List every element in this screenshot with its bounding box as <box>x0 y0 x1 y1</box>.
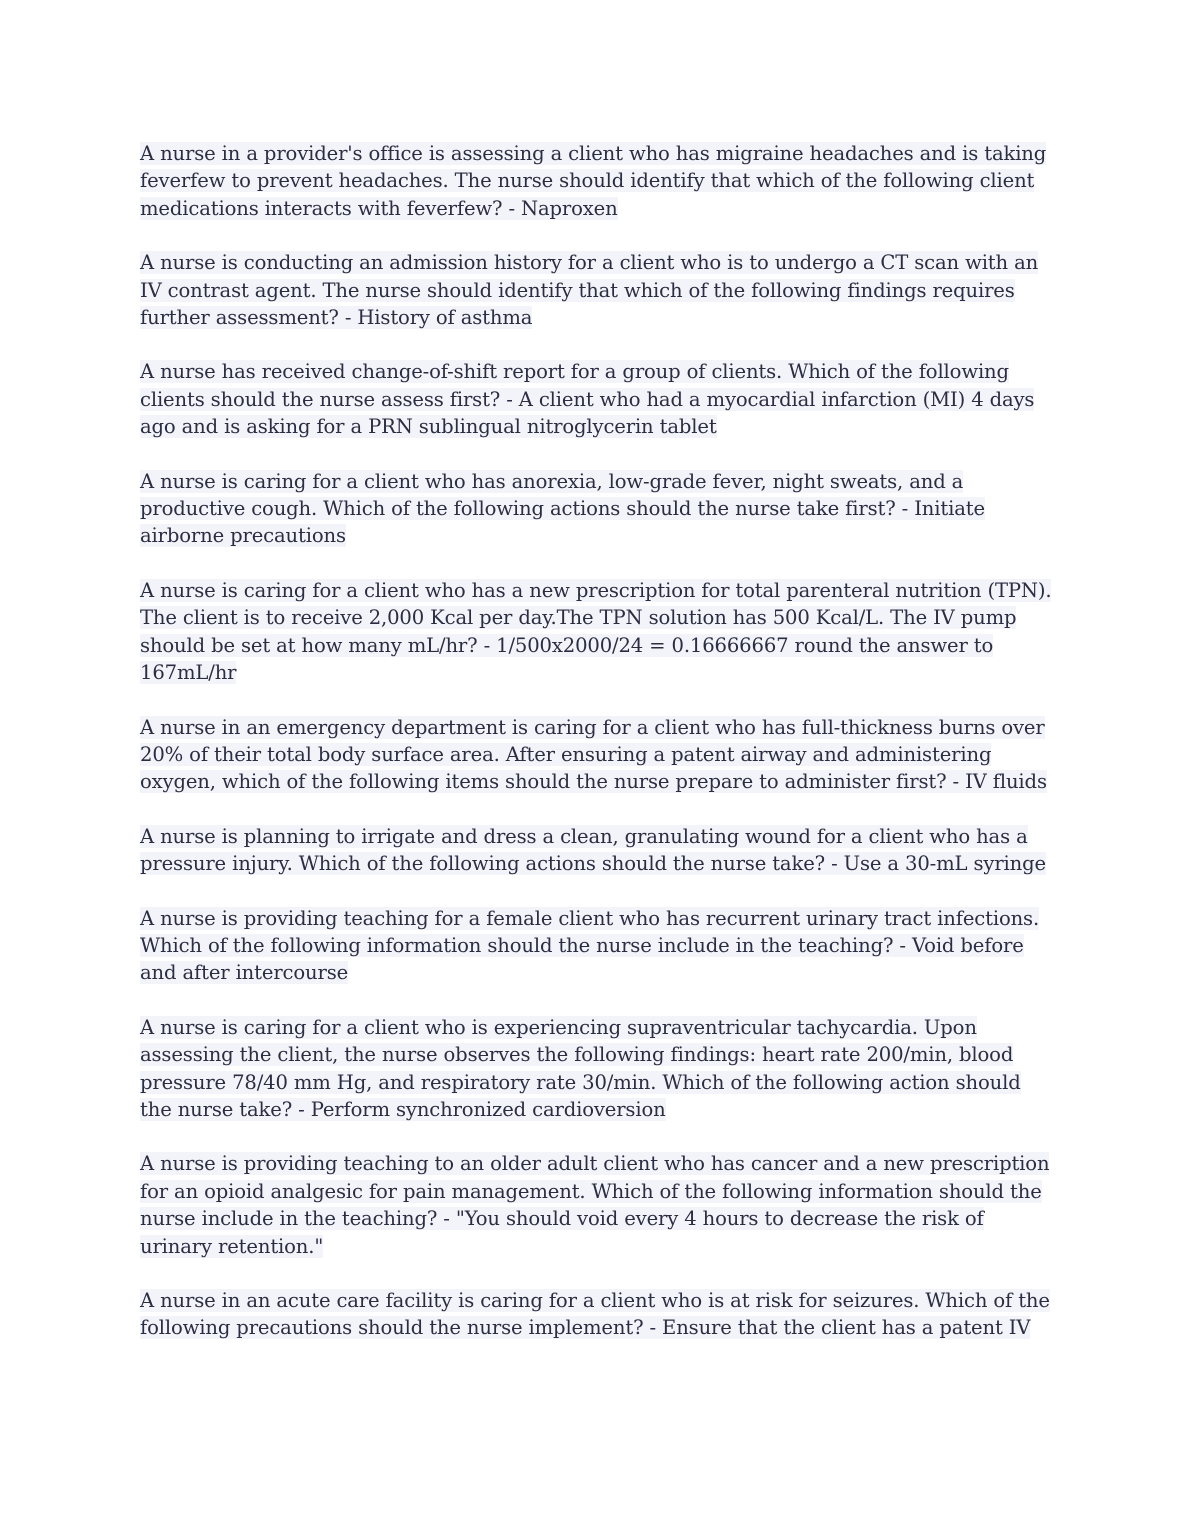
qa-text-8: A nurse is providing teaching for a female client who has recurrent urinary tract infections. Which of the following information should the nurse include in the teaching? - Void before and after intercourse <box>140 906 1040 985</box>
qa-text-2: A nurse is conducting an admission history for a client who is to undergo a CT scan with an IV contrast agent. The nurse should identify that which of the following findings requires further assessment? - History of asthma <box>140 251 1039 330</box>
document-body <box>140 140 1055 1369</box>
qa-paragraph-9 <box>140 1014 1055 1124</box>
qa-paragraph-4 <box>140 468 1055 550</box>
qa-paragraph-11 <box>140 1287 1055 1342</box>
qa-paragraph-1 <box>140 140 1055 222</box>
qa-paragraph-8 <box>140 905 1055 987</box>
qa-text-10: A nurse is providing teaching to an older adult client who has cancer and a new prescription for an opioid analgesic for pain management. Which of the following information should the nurse include in the teaching? - "You should void every 4 hours to decrease the risk of urinary retention." <box>140 1152 1050 1258</box>
qa-text-11: A nurse in an acute care facility is caring for a client who is at risk for seizures. Which of the following precautions should the nurse implement? - Ensure that the client has a patent IV <box>140 1289 1050 1340</box>
qa-text-1: A nurse in a provider's office is assessing a client who has migraine headaches and is taking feverfew to prevent headaches. The nurse should identify that which of the following client medications interacts with feverfew? - Naproxen <box>140 142 1047 220</box>
qa-paragraph-5 <box>140 577 1055 687</box>
qa-text-5: A nurse is caring for a client who has a new prescription for total parenteral nutrition (TPN). The client is to receive 2,000 Kcal per day.The TPN solution has 500 Kcal/L. The IV pump should be set at how many mL/hr? - 1/500x2000/24 = 0.16666667 round the answer to 167mL/hr <box>140 578 1052 685</box>
qa-paragraph-10 <box>140 1150 1055 1260</box>
qa-text-6: A nurse in an emergency department is caring for a client who has full-thickness burns over 20% of their total body surface area. After ensuring a patent airway and administering oxygen, which of the following items should the nurse prepare to administer first? - IV fluids <box>140 715 1047 794</box>
qa-text-9: A nurse is caring for a client who is experiencing supraventricular tachycardia. Upon assessing the client, the nurse observes the following findings: heart rate 200/min, blood pressure 78/40 mm Hg, and respiratory rate 30/min. Which of the following action should the nurse take? - Perform synchronized cardioversion <box>140 1015 1021 1121</box>
qa-text-4: A nurse is caring for a client who has anorexia, low-grade fever, night sweats, and a productive cough. Which of the following actions should the nurse take first? - Initiate airborne precautions <box>140 469 985 548</box>
qa-paragraph-3 <box>140 358 1055 440</box>
qa-text-7: A nurse is planning to irrigate and dress a clean, granulating wound for a client who has a pressure injury. Which of the following actions should the nurse take? - Use a 30-mL syringe <box>140 824 1046 876</box>
qa-paragraph-6 <box>140 714 1055 796</box>
qa-paragraph-7 <box>140 823 1055 878</box>
qa-paragraph-2 <box>140 249 1055 331</box>
qa-text-3: A nurse has received change-of-shift report for a group of clients. Which of the following clients should the nurse assess first? - A client who had a myocardial infarction (MI) 4 days ago and is asking for a PRN sublingual nitroglycerin tablet <box>140 360 1035 439</box>
